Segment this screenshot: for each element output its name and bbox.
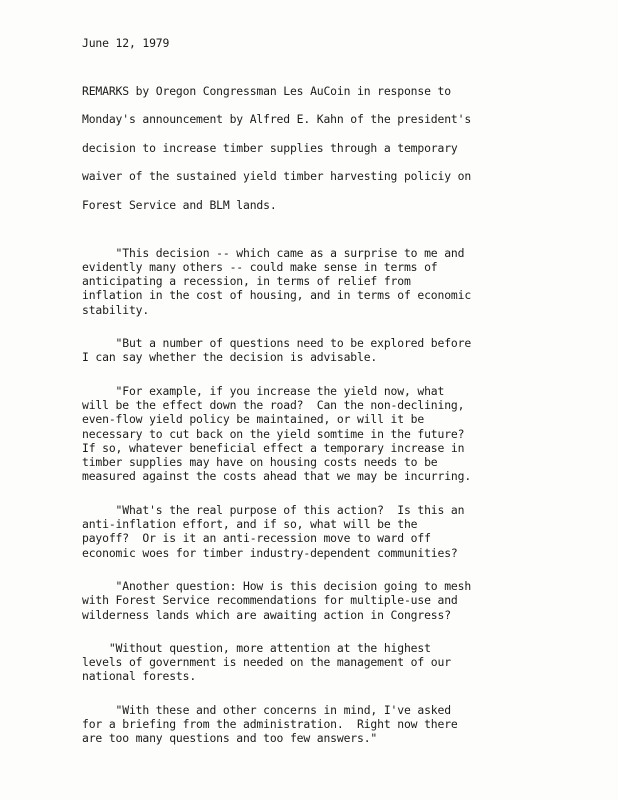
paragraph-questions-explored (82, 336, 522, 365)
paragraph-line: "Another question: How is this decision going to mesh (82, 578, 472, 593)
paragraph-yield-example (82, 384, 522, 484)
remarks-heading (82, 69, 522, 226)
heading-line: waiver of the sustained yield timber harvesting policiy on (82, 169, 472, 184)
paragraph-line: "Without question, more attention at the highest (82, 640, 431, 655)
paragraph-line: timber supplies may have on housing costs needs to be (82, 455, 438, 470)
paragraph-line: necessary to cut back on the yield somtime in the future? (82, 426, 465, 441)
paragraph-line: If so, whatever beneficial effect a temporary increase in (82, 440, 465, 455)
paragraph-line: "For example, if you increase the yield now, what (82, 383, 445, 398)
paragraph-briefing-request (82, 703, 522, 746)
paragraph-line: with Forest Service recommendations for multiple-use and (82, 593, 458, 608)
paragraph-decision-surprise (82, 246, 522, 317)
paragraph-line: anti-inflation effort, and if so, what will be the (82, 517, 418, 532)
paragraph-line: stability. (82, 302, 150, 317)
paragraph-line: "With these and other concerns in mind, I've asked (82, 702, 451, 717)
date-line: June 12, 1979 (82, 36, 170, 50)
paragraph-line: will be the effect down the road? Can the non-declining, (82, 397, 465, 412)
paragraph-more-attention (82, 641, 522, 684)
paragraph-line: levels of government is needed on the management of our (82, 655, 451, 670)
heading-line: Monday's announcement by Alfred E. Kahn of the president's (82, 112, 472, 127)
paragraph-line: payoff? Or is it an anti-recession move to ward off (82, 531, 431, 546)
press-release-body (82, 36, 522, 746)
paragraph-line: evidently many others -- could make sense in terms of (82, 259, 438, 274)
heading-line: Forest Service and BLM lands. (82, 197, 277, 212)
paragraph-line: for a briefing from the administration. Right now there (82, 716, 458, 731)
paragraph-line: anticipating a recession, in terms of relief from (82, 274, 411, 289)
paragraph-line: inflation in the cost of housing, and in terms of economic (82, 288, 472, 303)
paragraph-line: "This decision -- which came as a surprise to me and (82, 245, 465, 260)
paragraph-line: I can say whether the decision is advisable. (82, 350, 378, 365)
paragraph-line: wilderness lands which are awaiting action in Congress? (82, 607, 451, 622)
heading-line: decision to increase timber supplies through a temporary (82, 140, 458, 155)
paragraph-line: "But a number of questions need to be explored before (82, 336, 472, 351)
heading-line: REMARKS by Oregon Congressman Les AuCoin in response to (82, 83, 451, 98)
paragraph-real-purpose (82, 503, 522, 560)
paragraph-line: even-flow yield policy be maintained, or will it be (82, 412, 425, 427)
paragraph-another-question (82, 579, 522, 622)
paragraph-line: measured against the costs ahead that we may be incurring. (82, 469, 472, 484)
paragraph-line: national forests. (82, 669, 197, 684)
document-date (82, 36, 522, 50)
paragraph-line: "What's the real purpose of this action? Is this an (82, 502, 465, 517)
paragraph-line: economic woes for timber industry-dependent communities? (82, 545, 458, 560)
paragraph-line: are too many questions and too few answers." (82, 731, 378, 746)
